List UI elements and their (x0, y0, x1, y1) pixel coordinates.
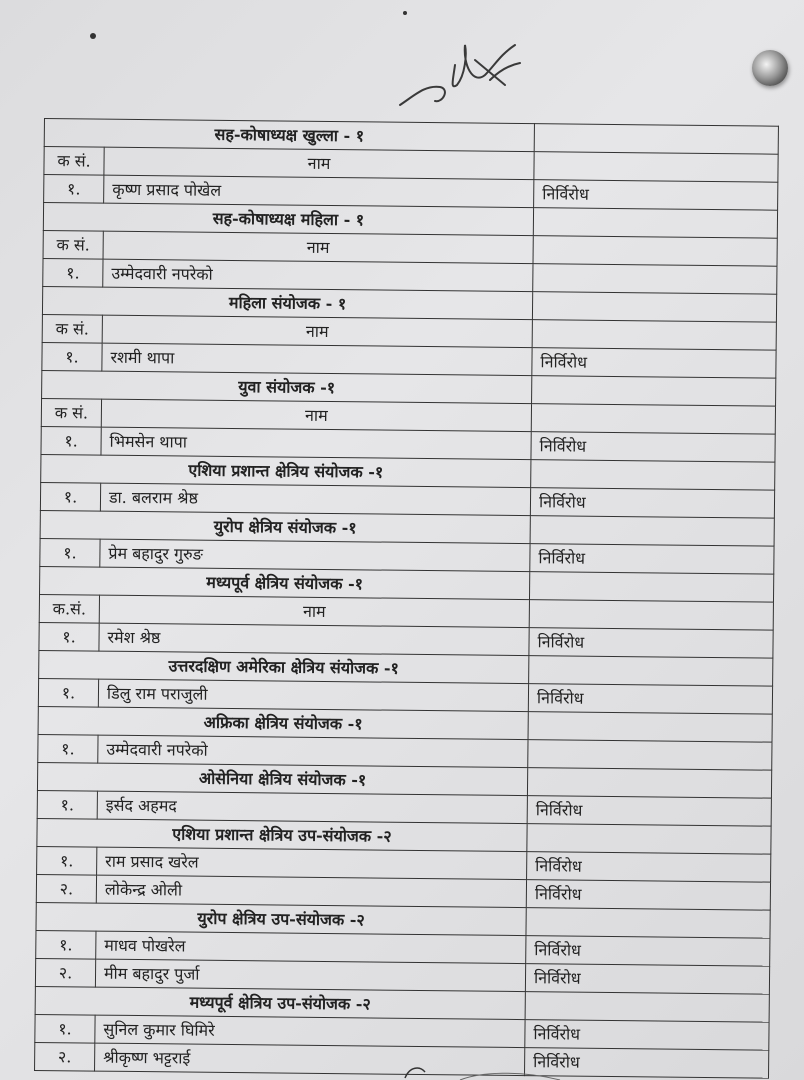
status-header (534, 152, 778, 183)
serial-number: १. (38, 678, 98, 707)
status-cell (532, 292, 776, 323)
candidate-status (533, 264, 777, 295)
candidate-status: निर्विरोध (528, 684, 772, 715)
section-title: एशिया प्रशान्त क्षेत्रिय संयोजक -१ (41, 454, 531, 487)
section-title: मध्यपूर्व क्षेत्रिय संयोजक -१ (40, 566, 530, 599)
section-title: युरोप क्षेत्रिय उप-संयोजक -२ (36, 902, 526, 935)
candidate-status: निर्विरोध (530, 488, 774, 519)
candidate-status: निर्विरोध (530, 544, 774, 575)
results-table (34, 118, 779, 1079)
status-cell (525, 992, 769, 1023)
serial-header: क सं. (41, 398, 101, 427)
candidate-status: निर्विरोध (527, 852, 771, 883)
status-cell (527, 824, 771, 855)
candidate-name: उम्मेदवारी नपरेको (98, 735, 528, 768)
serial-header: क सं. (44, 147, 104, 176)
section-title: ओसेनिया क्षेत्रिय संयोजक -१ (37, 762, 527, 795)
section-title: सह-कोषाध्यक्ष खुल्ला - १ (44, 119, 534, 152)
status-cell (526, 908, 770, 939)
serial-number: २. (36, 874, 96, 903)
serial-number: १. (43, 258, 103, 287)
serial-number: १. (40, 538, 100, 567)
candidate-name: माधव पोखरेल (96, 931, 526, 964)
candidate-status (528, 740, 772, 771)
serial-header: क सं. (43, 230, 103, 259)
serial-number: १. (35, 1014, 95, 1043)
candidate-status: निर्विरोध (529, 628, 773, 659)
candidate-status: निर्विरोध (531, 432, 775, 463)
candidate-status: निर्विरोध (525, 964, 769, 995)
candidate-status: निर्विरोध (526, 936, 770, 967)
serial-header: क.सं. (39, 594, 99, 623)
candidate-status: निर्विरोध (525, 1048, 769, 1079)
serial-header: क सं. (42, 314, 102, 343)
candidate-status: निर्विरोध (534, 180, 778, 211)
results-table-body (35, 119, 779, 1079)
serial-number: १. (44, 175, 104, 204)
candidate-name: रशमी थापा (102, 343, 532, 376)
status-cell (530, 516, 774, 547)
status-cell (532, 376, 776, 407)
candidate-status: निर्विरोध (527, 796, 771, 827)
status-cell (528, 712, 772, 743)
status-cell (527, 768, 771, 799)
candidate-name: लोकेन्द्र ओली (96, 875, 526, 908)
candidate-name: सुनिल कुमार घिमिरे (95, 1015, 525, 1048)
serial-number: १. (39, 622, 99, 651)
paper-mark (403, 11, 407, 15)
section-title: अफ्रिका क्षेत्रिय संयोजक -१ (38, 706, 528, 739)
pushpin-icon (752, 50, 788, 86)
candidate-name: रमेश श्रेष्ठ (99, 623, 529, 656)
name-header: नाम (102, 315, 532, 348)
candidate-name: मीम बहादुर पुर्जा (95, 959, 525, 992)
candidate-name: राम प्रसाद खरेल (97, 847, 527, 880)
results-sheet (34, 118, 778, 1079)
section-title: युरोप क्षेत्रिय संयोजक -१ (40, 510, 530, 543)
candidate-name: कृष्ण प्रसाद पोखेल (104, 175, 534, 208)
name-header: नाम (99, 595, 529, 628)
paper-mark (90, 33, 96, 39)
status-cell (533, 208, 777, 239)
serial-number: १. (37, 790, 97, 819)
status-header (529, 600, 773, 631)
candidate-name: डा. बलराम श्रेष्ठ (100, 483, 530, 516)
candidate-name: इर्सद अहमद (97, 791, 527, 824)
candidate-name: डिलु राम पराजुली (98, 679, 528, 712)
section-title: सह-कोषाध्यक्ष महिला - १ (43, 203, 533, 236)
name-header: नाम (104, 147, 534, 180)
section-title: महिला संयोजक - १ (42, 286, 532, 319)
status-cell (529, 656, 773, 687)
name-header: नाम (101, 399, 531, 432)
status-cell (529, 572, 773, 603)
candidate-status: निर्विरोध (526, 880, 770, 911)
serial-number: २. (35, 958, 95, 987)
status-cell (534, 124, 778, 155)
serial-number: १. (38, 734, 98, 763)
section-title: एशिया प्रशान्त क्षेत्रिय उप-संयोजक -२ (37, 818, 527, 851)
serial-number: १. (36, 930, 96, 959)
status-cell (531, 460, 775, 491)
candidate-status: निर्विरोध (532, 348, 776, 379)
serial-number: १. (40, 482, 100, 511)
serial-number: १. (42, 342, 102, 371)
candidate-name: भिमसेन थापा (101, 427, 531, 460)
name-header: नाम (103, 231, 533, 264)
candidate-name: प्रेम बहादुर गुरुङ (100, 539, 530, 572)
candidate-name: श्रीकृष्ण भट्टराई (95, 1043, 525, 1076)
candidate-name: उम्मेदवारी नपरेको (103, 259, 533, 292)
section-title: मध्यपूर्व क्षेत्रिय उप-संयोजक -२ (35, 986, 525, 1019)
signature-icon (395, 25, 535, 115)
paper-mark (380, 1058, 580, 1080)
section-title: उत्तरदक्षिण अमेरिका क्षेत्रिय संयोजक -१ (39, 650, 529, 683)
serial-number: २. (35, 1042, 95, 1071)
section-title: युवा संयोजक -१ (42, 370, 532, 403)
status-header (531, 404, 775, 435)
status-header (533, 236, 777, 267)
serial-number: १. (37, 846, 97, 875)
serial-number: १. (41, 426, 101, 455)
status-header (532, 320, 776, 351)
candidate-status: निर्विरोध (525, 1020, 769, 1051)
